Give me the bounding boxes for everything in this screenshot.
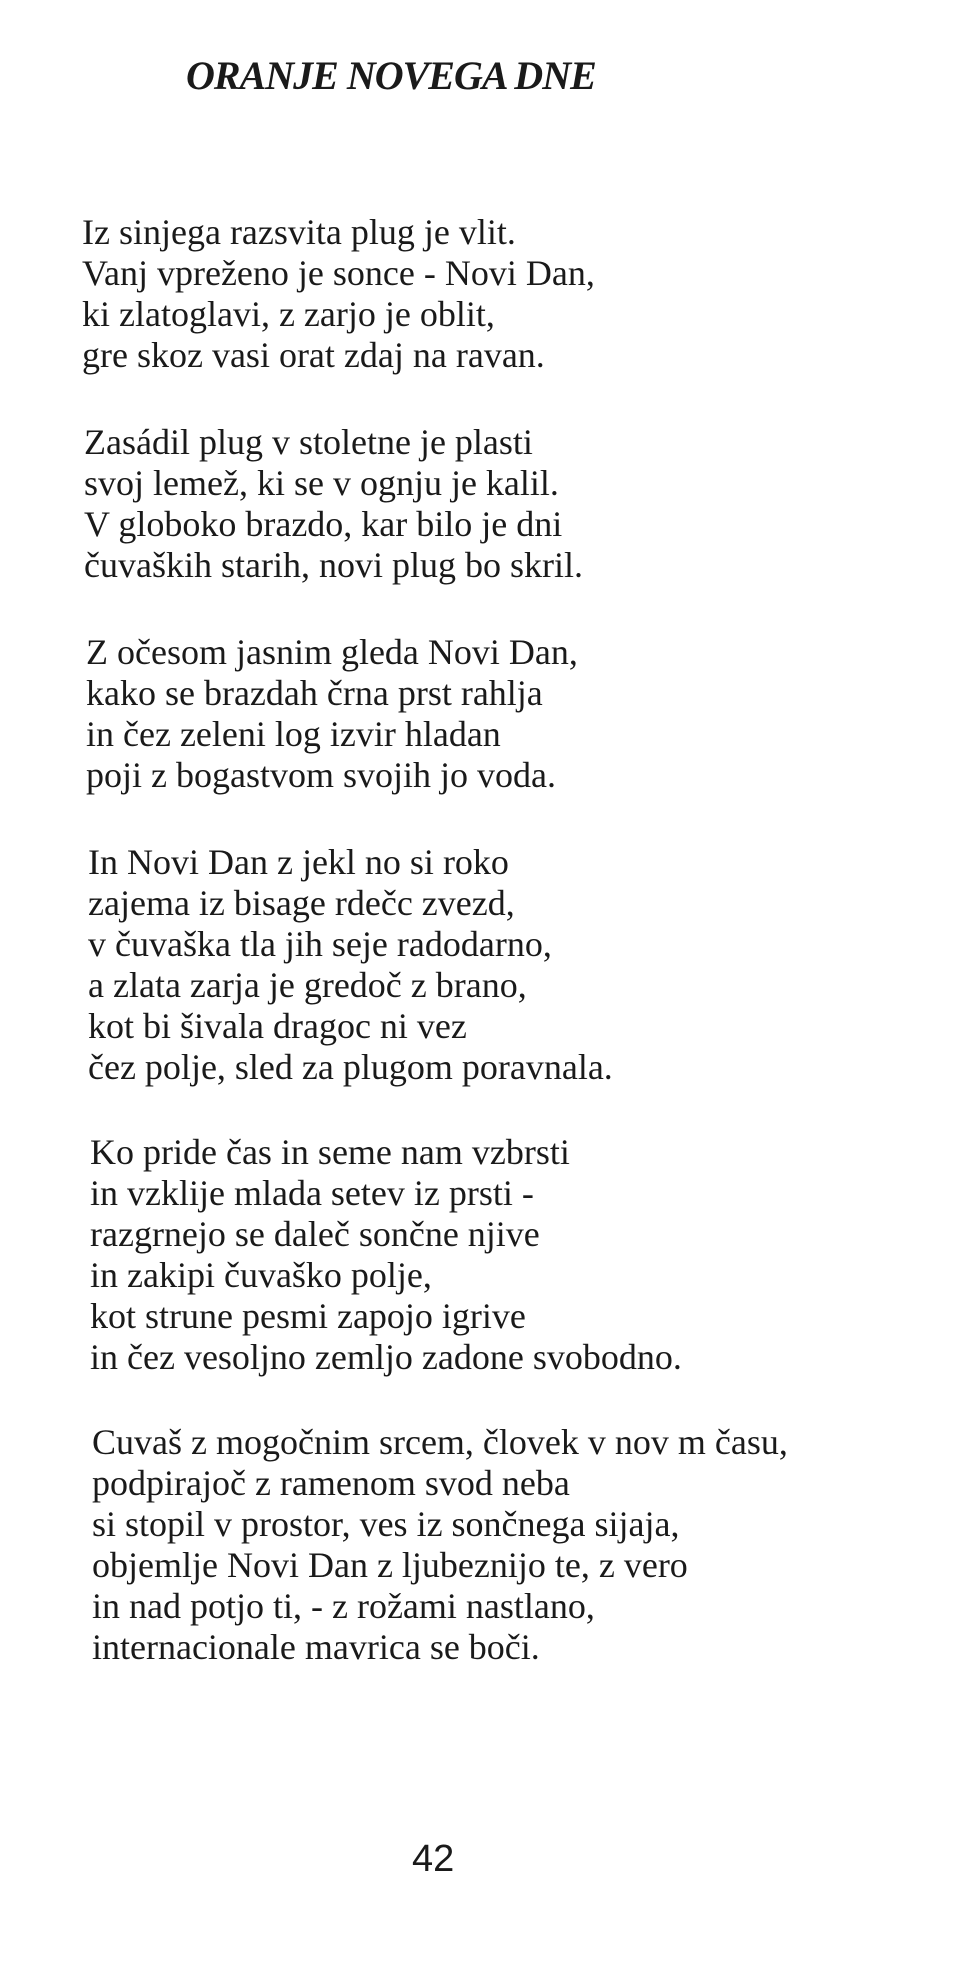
- verse-line: internacionale mavrica se boči.: [92, 1627, 540, 1667]
- verse-line: In Novi Dan z jekl no si roko: [88, 842, 509, 882]
- verse-line: objemlje Novi Dan z ljubeznijo te, z vero: [92, 1545, 688, 1585]
- verse-line: in vzklije mlada setev iz prsti -: [90, 1173, 534, 1213]
- page-number: 42: [412, 1838, 455, 1880]
- verse-line: Cuvaš z mogočnim srcem, človek v nov m času,: [92, 1422, 788, 1462]
- verse-line: gre skoz vasi orat zdaj na ravan.: [82, 335, 545, 375]
- stanza-1: [82, 212, 595, 376]
- verse-line: in nad potjo ti, - z rožami nastlano,: [92, 1586, 595, 1626]
- verse-line: čuvaških starih, novi plug bo skril.: [84, 545, 583, 585]
- verse-line: Iz sinjega razsvita plug je vlit.: [82, 212, 516, 252]
- stanza-3: [86, 632, 578, 796]
- verse-line: podpirajoč z ramenom svod neba: [92, 1463, 570, 1503]
- verse-line: zajema iz bisage rdečc zvezd,: [88, 883, 515, 923]
- verse-line: v čuvaška tla jih seje radodarno,: [88, 924, 552, 964]
- stanza-2: [84, 422, 583, 586]
- verse-line: a zlata zarja je gredoč z brano,: [88, 965, 527, 1005]
- verse-line: in čez vesoljno zemljo zadone svobodno.: [90, 1337, 682, 1377]
- verse-line: razgrnejo se daleč sončne njive: [90, 1214, 540, 1254]
- verse-line: kako se brazdah črna prst rahlja: [86, 673, 543, 713]
- verse-line: poji z bogastvom svojih jo voda.: [86, 755, 556, 795]
- verse-line: in čez zeleni log izvir hladan: [86, 714, 501, 754]
- stanza-4: [88, 842, 613, 1088]
- verse-line: V globoko brazdo, kar bilo je dni: [84, 504, 563, 544]
- verse-line: ki zlatoglavi, z zarjo je oblit,: [82, 294, 495, 334]
- verse-line: svoj lemež, ki se v ognju je kalil.: [84, 463, 559, 503]
- stanza-5: [90, 1132, 682, 1378]
- verse-line: Vanj vpreženo je sonce - Novi Dan,: [82, 253, 595, 293]
- verse-line: Zasádil plug v stoletne je plasti: [84, 422, 533, 462]
- verse-line: Ko pride čas in seme nam vzbrsti: [90, 1132, 570, 1172]
- stanza-6: [92, 1422, 788, 1668]
- verse-line: si stopil v prostor, ves iz sončnega sijaja,: [92, 1504, 680, 1544]
- verse-line: kot bi šivala dragoc ni vez: [88, 1006, 467, 1046]
- verse-line: čez polje, sled za plugom poravnala.: [88, 1047, 613, 1087]
- verse-line: in zakipi čuvaško polje,: [90, 1255, 432, 1295]
- verse-line: kot strune pesmi zapojo igrive: [90, 1296, 526, 1336]
- poem-title: ORANJE NOVEGA DNE: [186, 53, 596, 98]
- verse-line: Z očesom jasnim gleda Novi Dan,: [86, 632, 578, 672]
